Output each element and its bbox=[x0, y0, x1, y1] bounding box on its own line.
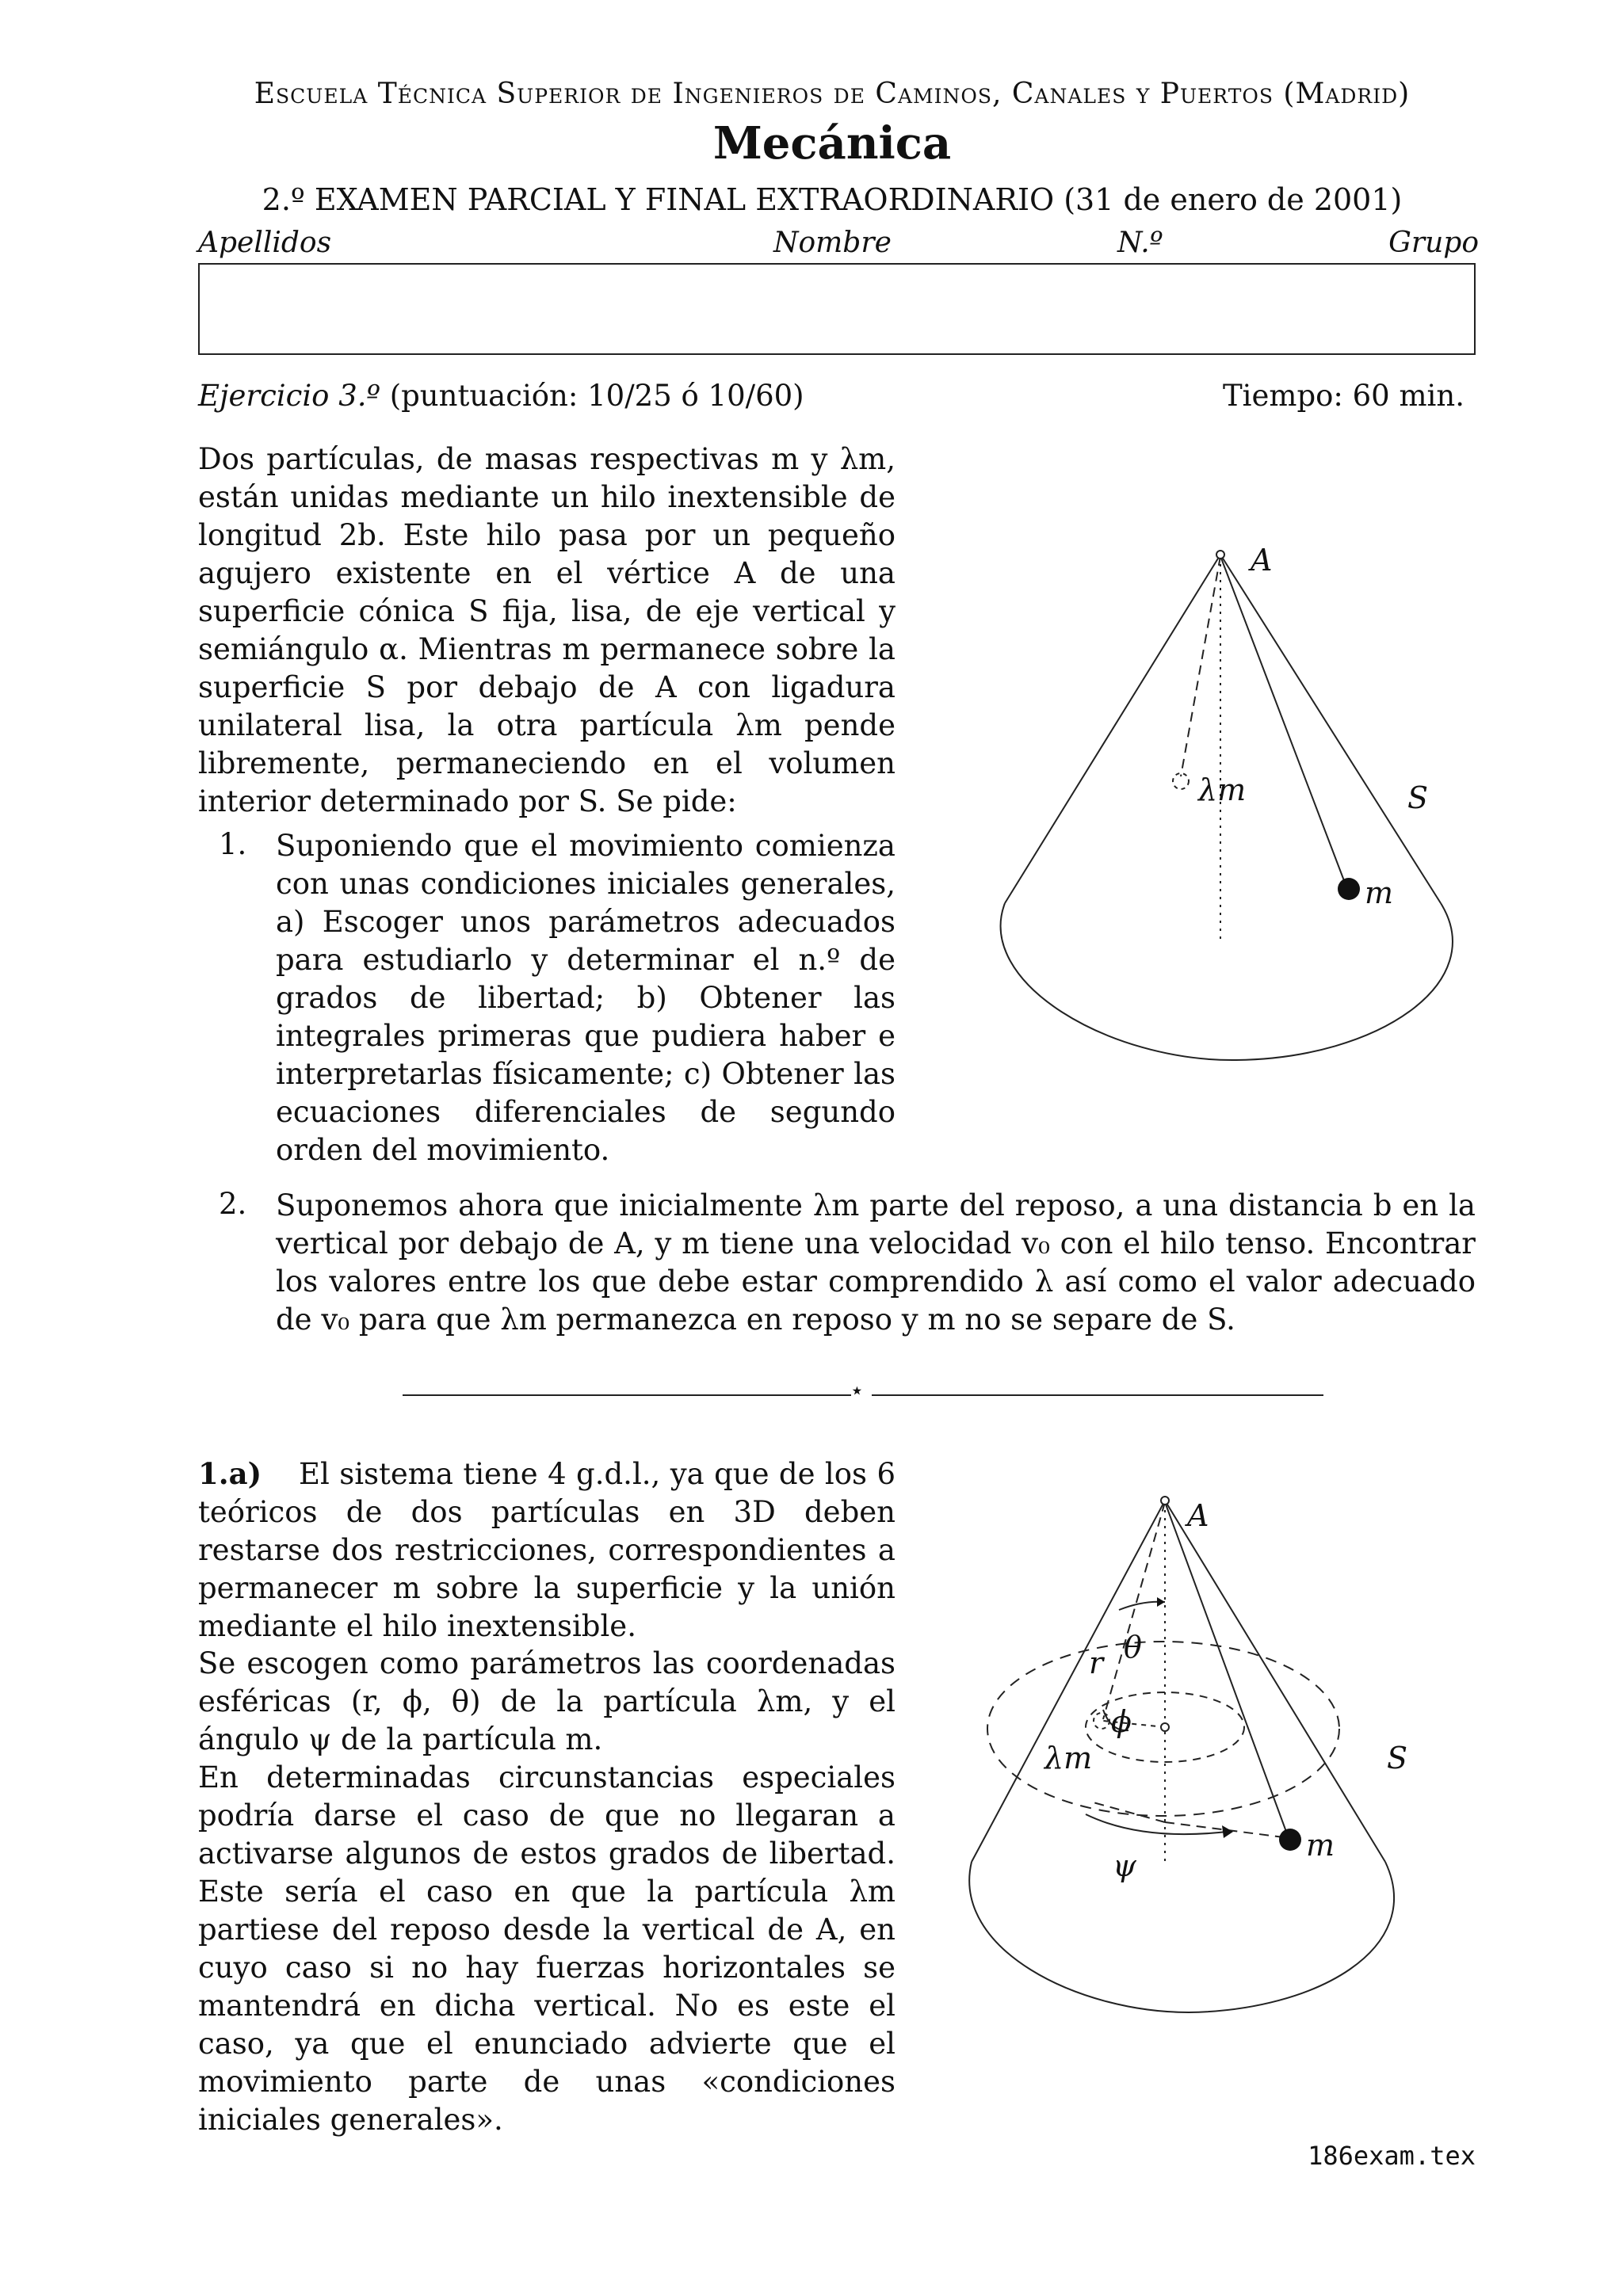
student-info-box[interactable] bbox=[198, 263, 1476, 355]
vertex-label: A bbox=[1187, 1498, 1209, 1533]
solution-text-1: El sistema tiene 4 g.d.l., ya que de los 6 teóricos de dos partículas en 3D deben restarse dos restricciones, correspondientes a permanecer m sobre la superficie y la unión mediante el hilo inextensible. bbox=[198, 1457, 896, 1643]
psi-label: ψ bbox=[1113, 1848, 1136, 1883]
course-title: Mecánica bbox=[712, 117, 952, 170]
r-label: r bbox=[1089, 1646, 1104, 1680]
surface-mass bbox=[1279, 1829, 1301, 1851]
cone-left-edge bbox=[1005, 555, 1220, 903]
separator-star: ⋆ bbox=[850, 1377, 865, 1405]
school-name: Escuela Técnica Superior de Ingenieros de Caminos, Canales y Puertos (Madrid) bbox=[254, 78, 1411, 110]
hanging-string bbox=[1103, 1502, 1165, 1719]
solution-label: 1.a) bbox=[198, 1456, 262, 1491]
figure-cone-solution bbox=[935, 1489, 1442, 2028]
hanging-mass-label: λm bbox=[1044, 1741, 1093, 1775]
group-label: Grupo bbox=[1388, 227, 1479, 259]
theta-arrowhead bbox=[1157, 1597, 1165, 1607]
statement-intro: Dos partículas, de masas respectivas m y λm, están unidas mediante un hilo inextensible de longitud 2b. Este hilo pasa por un pequeño agujero existente en el vértice A de una superficie cónica S fija, lisa, de eje vertical y semiángulo α. Mientras m permanece sobre la superficie S por debajo de A con ligadura unilateral lisa, la otra partícula λm pende libremente, permaneciendo en el volumen interior determinado por S. Se pide: bbox=[198, 442, 896, 818]
hanging-mass-label: λm bbox=[1198, 772, 1247, 807]
vertex-label: A bbox=[1251, 543, 1273, 578]
surface-mass-label: m bbox=[1365, 875, 1394, 910]
phi-label: ϕ bbox=[1111, 1704, 1132, 1739]
name-label: Nombre bbox=[773, 227, 892, 259]
solution-paragraph-2: Se escogen como parámetros las coordenadas esféricas (r, ϕ, θ) de la partícula λm, y el ángulo ψ de la partícula m. bbox=[198, 1646, 896, 1756]
exercise-time: Tiempo: 60 min. bbox=[1222, 379, 1465, 413]
surface-mass bbox=[1338, 878, 1360, 900]
vertex-hole bbox=[1161, 1497, 1169, 1505]
question-1-number: 1. bbox=[219, 827, 247, 861]
footer-filename: 186exam.tex bbox=[1308, 2141, 1476, 2171]
separator-right bbox=[872, 1394, 1323, 1396]
cone-right-edge bbox=[1165, 1501, 1385, 1862]
exercise-label: Ejercicio 3.º bbox=[198, 379, 380, 413]
surface-label: S bbox=[1407, 780, 1429, 815]
separator-left bbox=[403, 1394, 851, 1396]
figure-cone-statement bbox=[983, 539, 1490, 1077]
hanging-string bbox=[1181, 556, 1220, 776]
theta-label: θ bbox=[1124, 1630, 1142, 1665]
cone-base-curve bbox=[969, 1862, 1394, 2012]
solution-paragraph-3: En determinadas circunstancias especiales podría darse el caso de que no llegaran a activarse algunos de estos grados de libertad. Este sería el caso en que la partícula λm partiese del reposo desde la vertical de A, en cuyo caso si no hay fuerzas horizontales se mantendrá en dicha vertical. No es este el caso, ya que el enunciado advierte que el movimiento parte de unas «condiciones iniciales generales». bbox=[198, 1760, 896, 2137]
surface-string bbox=[1220, 556, 1347, 889]
cone-left-edge bbox=[972, 1501, 1165, 1862]
surface-mass-label: m bbox=[1306, 1828, 1335, 1863]
psi-ray-reference bbox=[1090, 1802, 1165, 1822]
psi-arc bbox=[1086, 1814, 1227, 1834]
surname-label: Apellidos bbox=[198, 227, 332, 259]
solution-paragraph-1 bbox=[198, 1455, 896, 1646]
question-1-text: Suponiendo que el movimiento comienza con unas condiciones iniciales generales, a) Escoger unos parámetros adecuados para estudiarlo y determinar el n.º de grados de libertad; b) Obtener las integrales primeras que pudiera haber e interpretarlas físicamente; c) Obtener las ecuaciones diferenciales de segundo orden del movimiento. bbox=[276, 829, 896, 1167]
exercise-heading bbox=[198, 379, 804, 413]
cone-right-edge bbox=[1220, 555, 1441, 903]
cone-base-curve bbox=[1001, 903, 1453, 1060]
pendulum-center bbox=[1161, 1723, 1169, 1731]
question-2-number: 2. bbox=[219, 1187, 247, 1221]
exercise-score: (puntuación: 10/25 ó 10/60) bbox=[389, 379, 804, 413]
surface-label: S bbox=[1387, 1741, 1408, 1775]
psi-arrowhead bbox=[1222, 1825, 1233, 1838]
surface-string bbox=[1165, 1502, 1289, 1838]
exam-title: 2.º EXAMEN PARCIAL Y FINAL EXTRAORDINARIO (31 de enero de 2001) bbox=[262, 182, 1403, 217]
question-2-text: Suponemos ahora que inicialmente λm parte del reposo, a una distancia b en la vertical por debajo de A, y m tiene una velocidad v₀ con el hilo tenso. Encontrar los valores entre los que debe estar comprendido λ así como el valor adecuado de v₀ para que λm permanezca en reposo y m no se separe de S. bbox=[276, 1188, 1476, 1337]
vertex-hole bbox=[1216, 551, 1224, 559]
number-label: N.º bbox=[1117, 227, 1163, 259]
student-field-labels bbox=[198, 227, 1479, 263]
